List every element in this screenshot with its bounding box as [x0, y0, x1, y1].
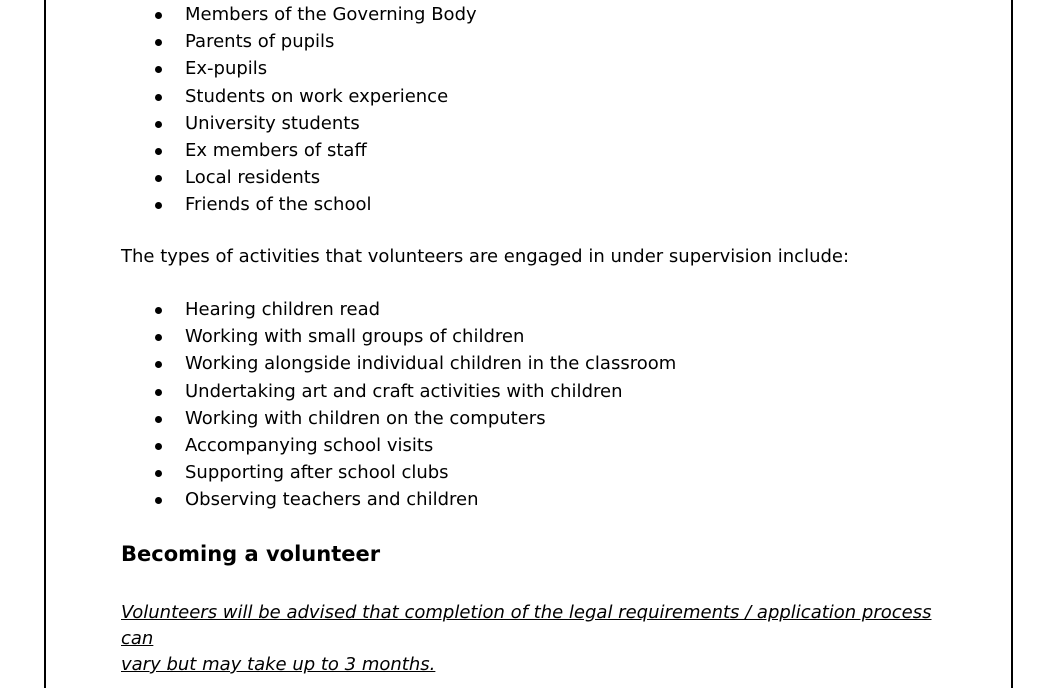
list-item-text: Local residents	[185, 167, 321, 189]
list-item-text: University students	[185, 112, 360, 134]
list-item-text: Hearing children read	[185, 299, 381, 320]
list-item-text: Ex-pupils	[185, 58, 268, 80]
bullet-icon	[155, 148, 162, 155]
list-item-text: Supporting after school clubs	[185, 462, 449, 484]
bullet-icon	[155, 443, 162, 450]
notice-line-2: vary but may take up to 3 months.	[121, 654, 436, 675]
bullet-icon	[155, 66, 162, 73]
bullet-icon	[155, 497, 162, 504]
bullet-icon	[155, 334, 162, 341]
bullet-icon	[155, 389, 162, 396]
list-item-text: Parents of pupils	[185, 31, 335, 53]
bullet-icon	[155, 12, 162, 19]
processing-time-notice	[121, 600, 951, 678]
list-item-text: Students on work experience	[185, 85, 449, 107]
list-item-text: Accompanying school visits	[185, 434, 434, 456]
bullet-icon	[155, 416, 162, 423]
bullet-icon	[155, 470, 162, 477]
section-heading: Becoming a volunteer	[121, 542, 381, 566]
bullet-icon	[155, 202, 162, 209]
notice-line-1: Volunteers will be advised that completion of the legal requirements / application process can	[121, 602, 932, 649]
bullet-icon	[155, 175, 162, 182]
bullet-icon	[155, 121, 162, 128]
list-item-text: Working alongside individual children in the classroom	[185, 353, 677, 375]
activities-intro: The types of activities that volunteers are engaged in under supervision include:	[121, 246, 850, 267]
bullet-icon	[155, 94, 162, 101]
list-item-text: Ex members of staff	[185, 139, 367, 161]
list-item-text: Working with children on the computers	[185, 407, 546, 429]
bullet-icon	[155, 307, 162, 314]
list-item-text: Undertaking art and craft activities with children	[185, 380, 623, 402]
list-item-text: Members of the Governing Body	[185, 4, 477, 25]
bullet-icon	[155, 39, 162, 46]
bullet-icon	[155, 361, 162, 368]
list-item-text: Observing teachers and children	[185, 489, 479, 511]
list-item-text: Friends of the school	[185, 194, 372, 216]
list-item-text: Working with small groups of children	[185, 326, 525, 348]
